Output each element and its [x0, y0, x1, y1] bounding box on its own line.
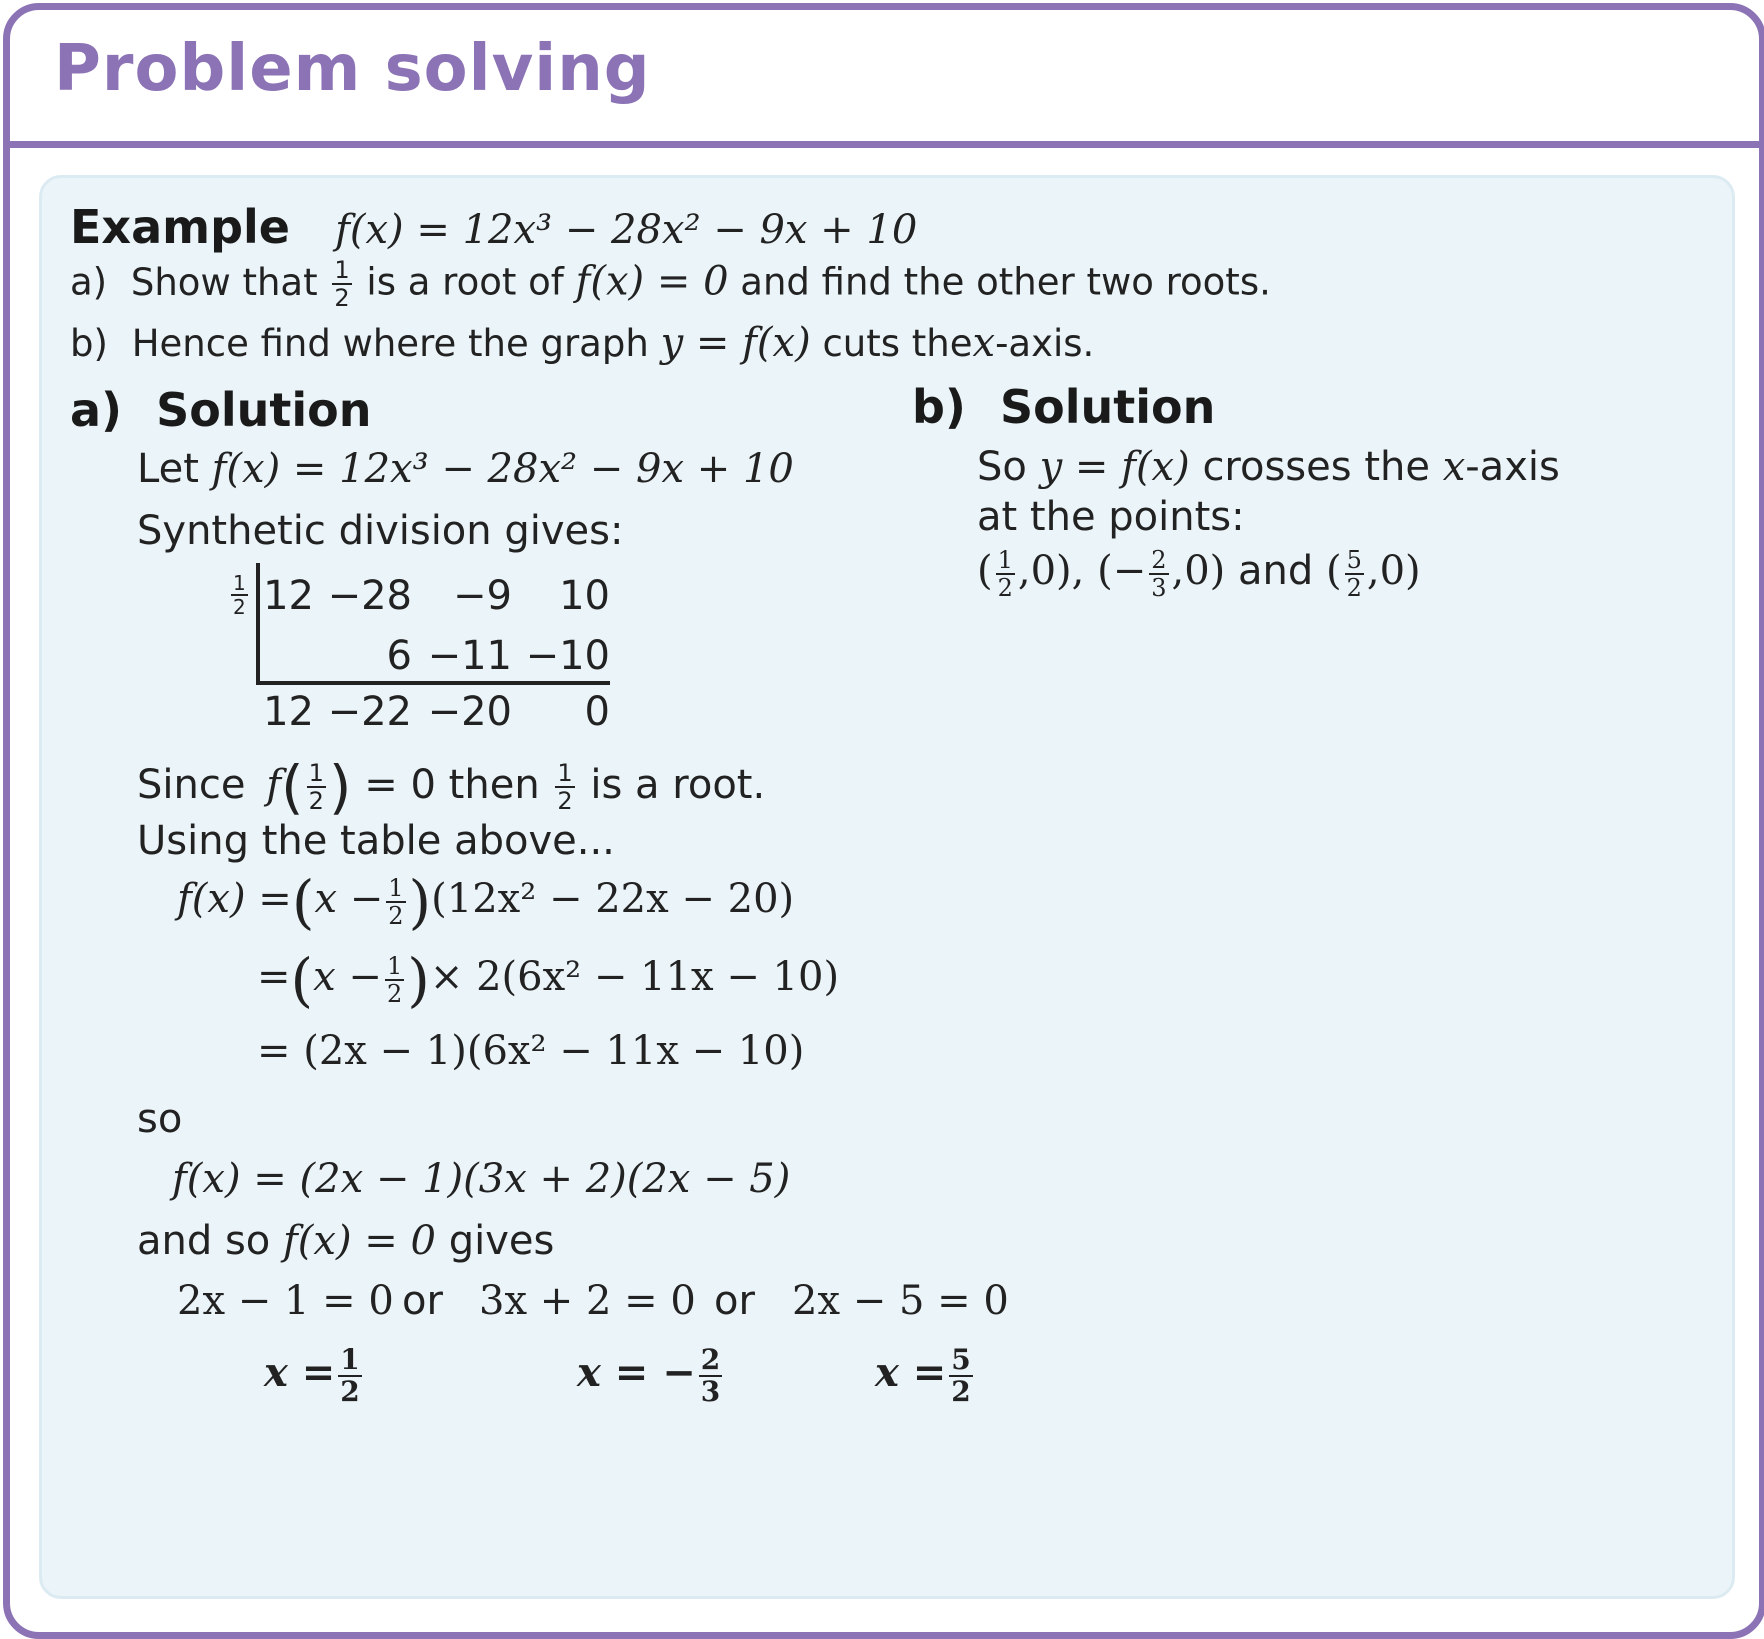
row2-cell: −11 — [427, 633, 512, 679]
problem-solving-card — [3, 3, 1764, 1639]
solution-a-title: Solution — [156, 383, 372, 437]
row1-cell: 12 — [263, 573, 314, 619]
and-so-text-2: gives — [448, 1218, 555, 1264]
question-a-text-2: is a root of — [366, 260, 564, 304]
let-label: Let — [137, 446, 199, 492]
row1-cell: −28 — [327, 573, 412, 619]
row1-cell: 10 — [559, 573, 610, 619]
synthetic-division-table — [222, 563, 642, 743]
solution-a-prefix: a) — [70, 383, 123, 437]
points-and: and — [1238, 548, 1314, 594]
step2-half: $\frac{1}{2}$ — [386, 952, 403, 1008]
point-3-fraction: $\frac{5}{2}$ — [1346, 546, 1362, 602]
step2-line: =(x − $\frac{1}{2}$ )× 2(6x² − 11x − 10) — [257, 946, 840, 1014]
row3-cell: −22 — [327, 689, 412, 735]
solution-b-prefix: b) — [912, 380, 966, 434]
and-so-line — [137, 1218, 554, 1264]
or-2: or — [714, 1278, 755, 1324]
root-3-fraction: $\frac{5}{2}$ — [951, 1343, 971, 1408]
solution-b-points: ( $\frac{1}{2}$ ,0), (− $\frac{2}{3}$ ,0) and ( $\frac{5}{2}$ ,0) — [977, 546, 1421, 602]
root-2-fraction: $\frac{2}{3}$ — [700, 1343, 721, 1408]
question-b-equation: y = f(x) — [660, 320, 811, 366]
row3-cell: 0 — [584, 689, 610, 735]
fraction-half: $\frac{1}{2}$ — [334, 256, 350, 312]
since-text-2: = 0 then — [364, 762, 540, 808]
step1-lhs: f(x) = — [177, 876, 292, 922]
and-so-equation: f(x) = 0 — [283, 1218, 436, 1264]
row3-cell: −20 — [427, 689, 512, 735]
solution-a-heading — [70, 383, 371, 437]
equation-1: 2x − 1 = 0 — [177, 1278, 394, 1324]
let-line — [137, 446, 794, 492]
root-1-fraction: $\frac{1}{2}$ — [340, 1343, 360, 1408]
step1-x-minus: x − — [314, 876, 384, 922]
question-a — [70, 258, 1271, 310]
question-b-text-3: -axis. — [995, 322, 1095, 365]
using-line: Using the table above... — [137, 818, 615, 864]
question-b-var: x — [972, 320, 996, 366]
divisor-half: $\frac{1}{2}$ — [233, 571, 246, 619]
division-horizontal-bar — [256, 681, 610, 685]
row2-cell: −10 — [525, 633, 610, 679]
example-function: f(x) = 12x³ − 28x² − 9x + 10 — [335, 207, 918, 253]
solution-b-line1: So y = f(x) crosses the x-axis — [977, 444, 1560, 490]
step2-x-minus: x − — [313, 954, 382, 1000]
example-label: Example — [70, 200, 290, 254]
row2-cell: 6 — [386, 633, 412, 679]
root-1: x = $\frac{1}{2}$ — [264, 1343, 360, 1408]
card-header — [10, 10, 1759, 148]
so-word: so — [137, 1096, 183, 1142]
page-title: Problem solving — [54, 32, 651, 106]
since-half: $\frac{1}{2}$ — [308, 759, 324, 815]
question-a-prefix: a) — [70, 260, 108, 304]
equation-2: 3x + 2 = 0 — [479, 1278, 696, 1324]
step2-rest: × 2(6x² − 11x − 10) — [429, 954, 840, 1000]
point-2-fraction: $\frac{2}{3}$ — [1151, 546, 1167, 602]
solution-b-title: Solution — [999, 380, 1216, 434]
step3-line: = (2x − 1)(6x² − 11x − 10) — [257, 1028, 805, 1074]
question-a-equation: f(x) = 0 — [575, 258, 729, 305]
example-panel — [39, 175, 1735, 1599]
or-1: or — [402, 1278, 443, 1324]
row3-cell: 12 — [263, 689, 314, 735]
step1-rest: (12x² − 22x − 20) — [431, 876, 795, 922]
let-equation: f(x) = 12x³ − 28x² − 9x + 10 — [211, 446, 794, 492]
and-so-text-1: and so — [137, 1218, 271, 1264]
since-half-2: $\frac{1}{2}$ — [557, 759, 573, 815]
question-b-text-2: cuts the — [822, 322, 973, 365]
step1-half: $\frac{1}{2}$ — [388, 874, 404, 930]
point-1-fraction: $\frac{1}{2}$ — [997, 546, 1013, 602]
since-f: f — [266, 762, 281, 808]
row1-cell: −9 — [453, 573, 512, 619]
example-heading-row — [70, 200, 917, 254]
question-b-prefix: b) — [70, 322, 108, 365]
equation-3: 2x − 5 = 0 — [792, 1278, 1009, 1324]
root-3: x = $\frac{5}{2}$ — [875, 1343, 971, 1408]
synthetic-label: Synthetic division gives: — [137, 508, 624, 554]
solution-b-line2: at the points: — [977, 494, 1245, 540]
solution-b-equation: y = f(x) — [1039, 444, 1190, 490]
root-2: x = − $\frac{2}{3}$ — [577, 1343, 721, 1408]
since-text-3: is a root. — [590, 762, 766, 808]
since-line: Since f( $\frac{1}{2}$ ) = 0 then $\frac{1}{2}$ is a root. — [137, 753, 766, 821]
factored-line: f(x) = (2x − 1)(3x + 2)(2x − 5) — [172, 1156, 791, 1202]
solution-b-heading — [912, 380, 1215, 434]
step2-eq: = — [257, 954, 291, 1000]
question-a-text-3: and find the other two roots. — [740, 260, 1271, 304]
step1-line: f(x) =(x − $\frac{1}{2}$ )(12x² − 22x − 20) — [177, 868, 795, 936]
question-b — [70, 320, 1094, 366]
since-text-1: Since — [137, 762, 246, 808]
question-b-text-1: Hence find where the graph — [131, 322, 649, 365]
question-a-text-1: Show that — [130, 260, 318, 304]
